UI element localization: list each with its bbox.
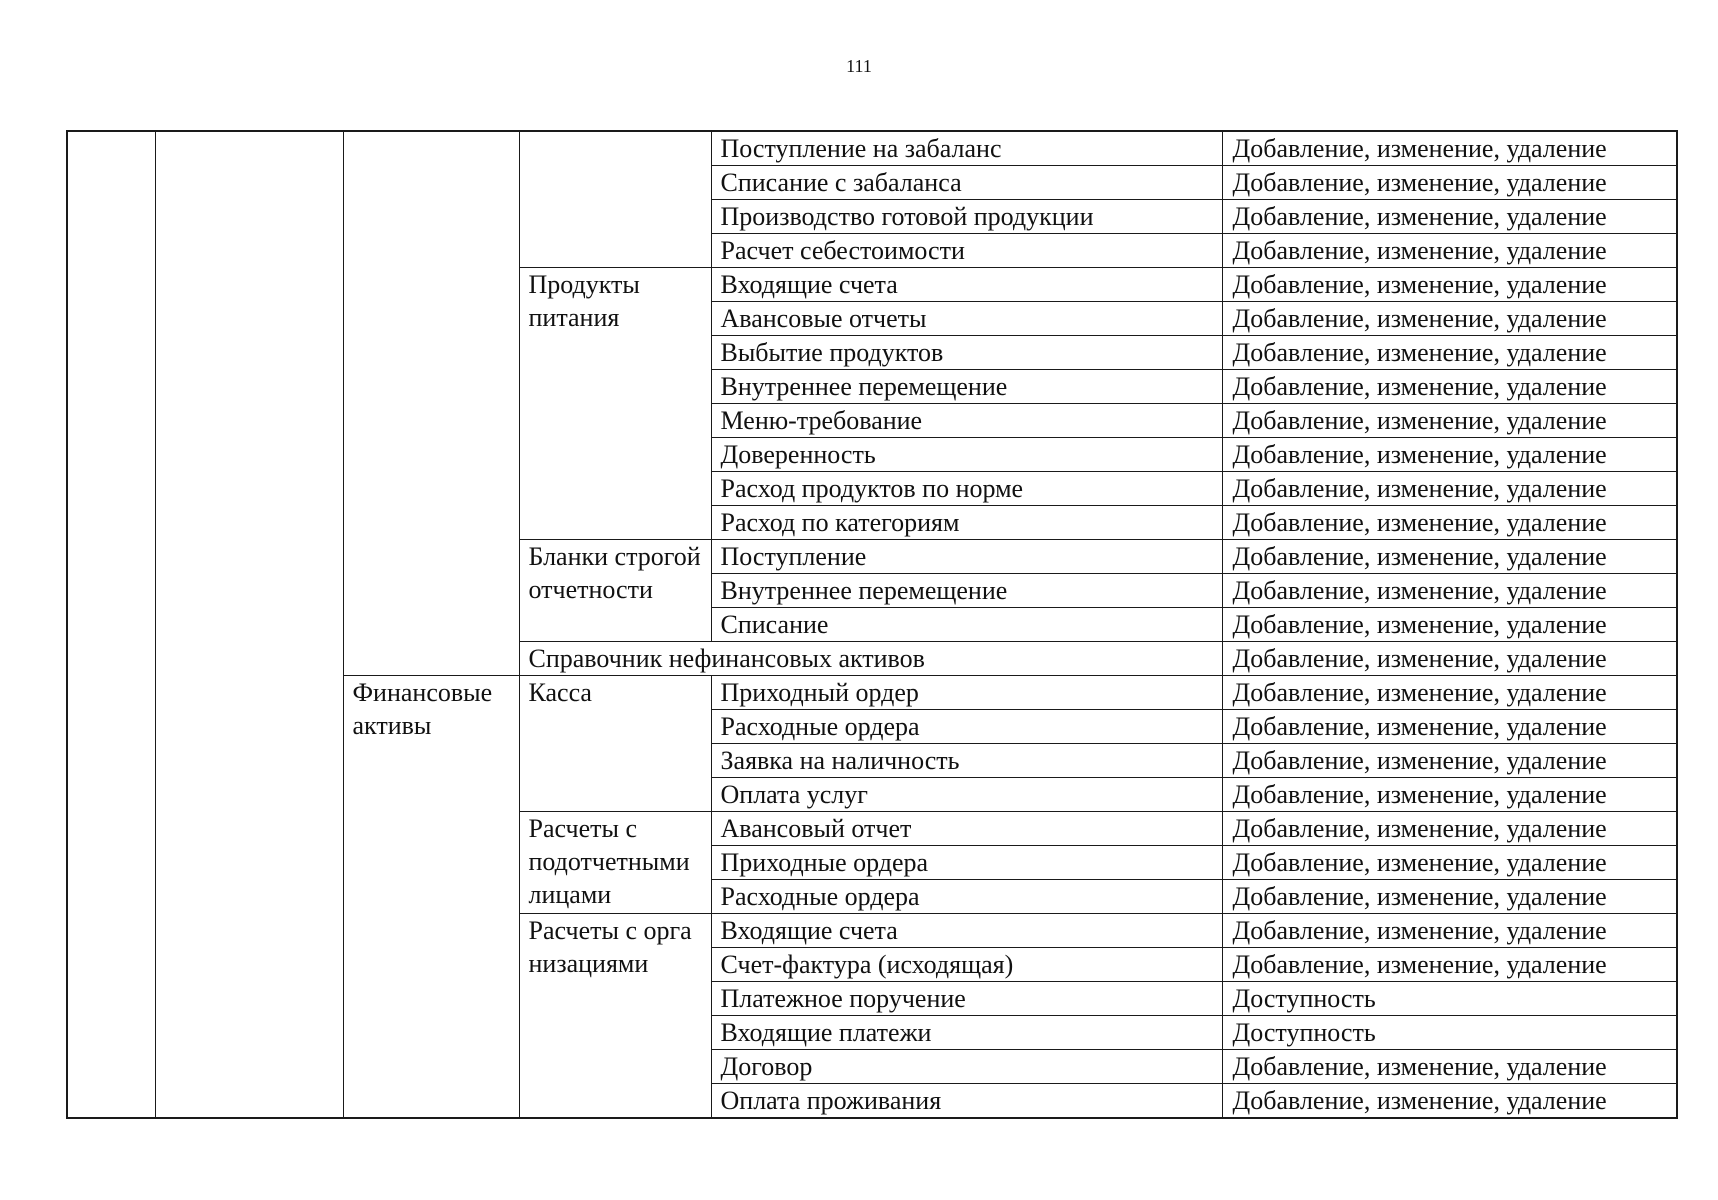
access-rights: Добавление, изменение, удаление — [1222, 710, 1677, 744]
section-cell-continued — [519, 131, 711, 268]
access-rights: Доступность — [1222, 1016, 1677, 1050]
section-accountable-persons: Расчеты с подотчетными лицами — [519, 812, 711, 914]
document-name: Входящие счета — [711, 914, 1222, 948]
document-name: Приходный ордер — [711, 676, 1222, 710]
access-rights: Добавление, изменение, удаление — [1222, 404, 1677, 438]
document-name: Авансовый отчет — [711, 812, 1222, 846]
access-rights: Добавление, изменение, удаление — [1222, 540, 1677, 574]
document-name: Приходные ордера — [711, 846, 1222, 880]
access-rights: Добавление, изменение, удаление — [1222, 846, 1677, 880]
access-rights: Добавление, изменение, удаление — [1222, 200, 1677, 234]
document-name: Входящие платежи — [711, 1016, 1222, 1050]
document-name: Счет-фактура (исходящая) — [711, 948, 1222, 982]
access-rights: Добавление, изменение, удаление — [1222, 880, 1677, 914]
section-cash: Касса — [519, 676, 711, 812]
access-rights: Добавление, изменение, удаление — [1222, 166, 1677, 200]
document-name: Поступление на забаланс — [711, 131, 1222, 166]
document-name: Входящие счета — [711, 268, 1222, 302]
section-organizations: Расчеты с организациями — [519, 914, 711, 1119]
access-rights: Добавление, изменение, удаление — [1222, 914, 1677, 948]
access-rights: Добавление, изменение, удаление — [1222, 472, 1677, 506]
document-name: Меню-требование — [711, 404, 1222, 438]
access-rights: Добавление, изменение, удаление — [1222, 642, 1677, 676]
section-strict-forms: Бланки строгой отчетности — [519, 540, 711, 642]
access-rights: Добавление, изменение, удаление — [1222, 676, 1677, 710]
access-rights: Добавление, изменение, удаление — [1222, 336, 1677, 370]
document-name: Расходные ордера — [711, 880, 1222, 914]
access-rights: Добавление, изменение, удаление — [1222, 608, 1677, 642]
document-name: Оплата услуг — [711, 778, 1222, 812]
access-rights: Добавление, изменение, удаление — [1222, 438, 1677, 472]
access-rights-table — [66, 130, 1678, 1119]
column-1-cell — [67, 131, 155, 1118]
document-name: Внутреннее перемещение — [711, 574, 1222, 608]
access-rights: Добавление, изменение, удаление — [1222, 268, 1677, 302]
document-name: Заявка на наличность — [711, 744, 1222, 778]
document-name: Доверенность — [711, 438, 1222, 472]
document-name: Оплата проживания — [711, 1084, 1222, 1119]
access-rights: Добавление, изменение, удаление — [1222, 1050, 1677, 1084]
document-name: Поступление — [711, 540, 1222, 574]
document-name: Списание — [711, 608, 1222, 642]
access-rights: Добавление, изменение, удаление — [1222, 812, 1677, 846]
section-food: Продукты питания — [519, 268, 711, 540]
document-name: Расчет себестоимости — [711, 234, 1222, 268]
group-financial-assets: Финансовые активы — [343, 676, 519, 1119]
access-rights: Добавление, изменение, удаление — [1222, 131, 1677, 166]
document-name: Внутреннее перемещение — [711, 370, 1222, 404]
access-rights: Добавление, изменение, удаление — [1222, 948, 1677, 982]
access-rights: Добавление, изменение, удаление — [1222, 744, 1677, 778]
document-name: Выбытие продуктов — [711, 336, 1222, 370]
access-rights: Добавление, изменение, удаление — [1222, 234, 1677, 268]
directory-label: Справочник нефинансовых активов — [519, 642, 1222, 676]
document-name: Договор — [711, 1050, 1222, 1084]
document-name: Расходные ордера — [711, 710, 1222, 744]
access-rights: Добавление, изменение, удаление — [1222, 370, 1677, 404]
access-rights: Добавление, изменение, удаление — [1222, 302, 1677, 336]
page-number: 111 — [846, 56, 872, 76]
access-rights: Добавление, изменение, удаление — [1222, 506, 1677, 540]
access-rights: Доступность — [1222, 982, 1677, 1016]
access-rights: Добавление, изменение, удаление — [1222, 778, 1677, 812]
document-name: Списание с забаланса — [711, 166, 1222, 200]
document-name: Платежное поручение — [711, 982, 1222, 1016]
table-row — [67, 131, 1677, 166]
access-rights: Добавление, изменение, удаление — [1222, 1084, 1677, 1119]
document-name: Авансовые отчеты — [711, 302, 1222, 336]
document-name: Расход по категориям — [711, 506, 1222, 540]
group-cell-nonfinancial — [343, 131, 519, 676]
document-name: Расход продуктов по норме — [711, 472, 1222, 506]
column-2-cell — [155, 131, 343, 1118]
access-rights: Добавление, изменение, удаление — [1222, 574, 1677, 608]
document-name: Производство готовой продукции — [711, 200, 1222, 234]
